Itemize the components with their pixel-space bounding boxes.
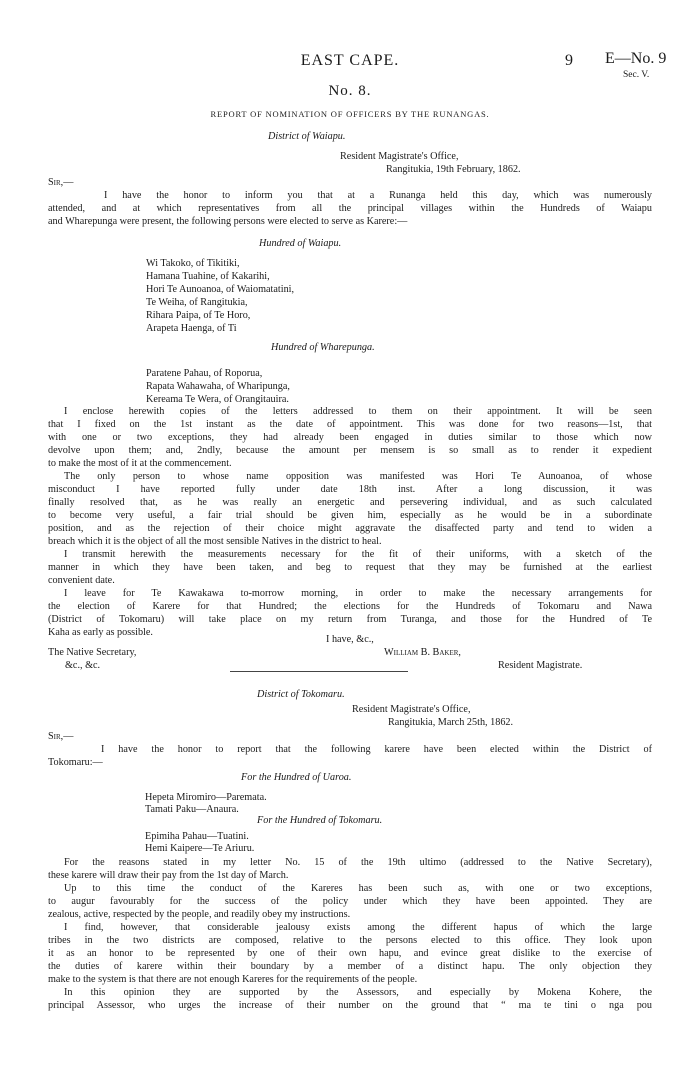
letter1-name: Rihara Paipa, of Te Horo, xyxy=(146,310,251,321)
letter2-p2-line1: For the reasons stated in my letter No. 15 of the 19th ultimo (addressed to the Native Secretary), xyxy=(64,857,652,868)
letter1-p4-line2: manner in which they have been taken, and beg to request that they may be furnished at the earliest xyxy=(48,562,652,573)
letter1-name: Rapata Wahawaha, of Wharipunga, xyxy=(146,381,290,392)
letter2-place-date: Rangitukia, March 25th, 1862. xyxy=(388,717,514,728)
letter2-p4-line3: it as an honor to be represented by one of their own hapu, and evince great dislike to the exercise of xyxy=(48,948,652,959)
letter2-office: Resident Magistrate's Office, xyxy=(352,704,471,715)
letter1-p3-line1: The only person to whose name opposition was manifested was Hori Te Aunoanoa, of whose xyxy=(64,471,652,482)
letter1-p2-line5: to make the most of it at the commencement. xyxy=(48,458,232,469)
letter1-name: Hamana Tuahine, of Kakarihi, xyxy=(146,271,270,282)
letter1-name: Kereama Te Wera, of Orangitauira. xyxy=(146,394,289,405)
page-number: 9 xyxy=(565,52,573,69)
letter1-name: Wi Takoko, of Tikitiki, xyxy=(146,258,240,269)
letter2-salutation: Sir,— xyxy=(48,731,74,742)
letter1-district: District of Waiapu. xyxy=(268,131,346,142)
letter2-hundred1: For the Hundred of Uaroa. xyxy=(241,772,352,783)
section-label: Sec. V. xyxy=(623,70,650,80)
letter2-p3-line1: Up to this time the conduct of the Kareres has been such as, with one or two exceptions, xyxy=(64,883,652,894)
letter2-p4-line2: tribes in the two districts are composed, relative to the persons elected to this office. They look upon xyxy=(48,935,652,946)
letter2-p1-line2: Tokomaru:— xyxy=(48,757,103,768)
letter1-place-date: Rangitukia, 19th February, 1862. xyxy=(386,164,521,175)
letter2-p3-line2: to augur favourably for the success of the policy under which they have been appointed. They are xyxy=(48,896,652,907)
letter2-district: District of Tokomaru. xyxy=(257,689,345,700)
letter1-p1-line3: and Wharepunga were present, the following persons were elected to serve as Karere:— xyxy=(48,216,408,227)
document-code: E—No. 9 xyxy=(605,50,667,67)
letter1-p5-line3: (District of Tokomaru) will take place on my return from Turanga, and those for the Hundred of Te xyxy=(48,614,652,625)
letter2-name: Hepeta Miromiro—Paremata. xyxy=(145,792,267,803)
letter1-addressee: The Native Secretary, xyxy=(48,647,137,658)
section-divider xyxy=(230,671,408,672)
letter2-p4-line4: the duties of karere within their boundary by a member of a distinct hapu. The only objection they xyxy=(48,961,652,972)
letter1-p2-line1: I enclose herewith copies of the letters addressed to them on their appointment. It will be seen xyxy=(64,406,652,417)
letter1-p5-line4: Kaha as early as possible. xyxy=(48,627,153,638)
letter1-p3-line6: breach which it is the object of all the most sensible Natives in the district to heal. xyxy=(48,536,382,547)
letter2-p4-line5: make to the system is that there are not enough Kareres for the requirements of the people. xyxy=(48,974,418,985)
letter1-p3-line4: to become very useful, a fair trial should be given him, especially as he would be in a subordinate xyxy=(48,510,652,521)
letter1-office: Resident Magistrate's Office, xyxy=(340,151,459,162)
running-header-title: EAST CAPE. xyxy=(300,52,400,69)
letter1-p5-line1: I leave for Te Kawakawa to-morrow morning, in order to make the necessary arrangements for xyxy=(64,588,652,599)
letter1-p3-line5: position, and as the rejection of their choice might aggravate the disaffected party and tend to widen a xyxy=(48,523,652,534)
letter1-p1-line2: attended, and at which representatives from all the principal villages within the Hundreds of Waiapu xyxy=(48,203,652,214)
letter2-p3-line3: zealous, active, respected by the people, and readily obey my instructions. xyxy=(48,909,351,920)
letter1-name: Te Weiha, of Rangitukia, xyxy=(146,297,248,308)
letter2-p5-line2: principal Assessor, who urges the increase of their number on the ground that “ ma te tini o nga pou xyxy=(48,1000,652,1011)
letter1-p2-line3: with one or two exceptions, they had already been engaged in duties similar to those which now xyxy=(48,432,652,443)
letter1-p5-line2: the election of Karere for that Hundred; the elections for the Hundreds of Tokomaru and Nawa xyxy=(48,601,652,612)
letter1-etc: &c., &c. xyxy=(65,660,101,671)
letter1-salutation: Sir,— xyxy=(48,177,74,188)
letter1-p4-line3: convenient date. xyxy=(48,575,115,586)
letter1-p1-line1: I have the honor to inform you that at a Runanga held this day, which was numerously xyxy=(104,190,652,201)
letter1-name: Arapeta Haenga, of Ti xyxy=(146,323,237,334)
report-title: REPORT OF NOMINATION OF OFFICERS BY THE RUNANGAS. xyxy=(210,109,490,119)
letter1-p3-line2: misconduct I have reported fully under date 18th inst. After a long discussion, it was xyxy=(48,484,652,495)
letter2-name: Tamati Paku—Anaura. xyxy=(145,804,239,815)
letter1-name: Paratene Pahau, of Roporua, xyxy=(146,368,263,379)
letter1-name: Hori Te Aunoanoa, of Waiomatatini, xyxy=(146,284,295,295)
letter1-p3-line3: finally resolved that, as he was really an energetic and persevering individual, and as such calculated xyxy=(48,497,652,508)
letter1-p2-line2: that I fixed on the 1st instant as the date of appointment. This was done for two reasons—1st, that xyxy=(48,419,652,430)
letter2-p1-line1: I have the honor to report that the following karere have been elected within the District of xyxy=(101,744,652,755)
letter1-hundred2: Hundred of Wharepunga. xyxy=(271,342,375,353)
letter1-closing: I have, &c., xyxy=(326,634,374,645)
letter1-p4-line1: I transmit herewith the measurements necessary for the fit of their uniforms, with a sketch of the xyxy=(64,549,652,560)
letter2-p5-line1: In this opinion they are supported by the Assessors, and especially by Mokena Kohere, the xyxy=(64,987,652,998)
letter2-name: Hemi Kaipere—Te Ariuru. xyxy=(145,843,255,854)
letter2-hundred2: For the Hundred of Tokomaru. xyxy=(257,815,383,826)
letter1-signature: William B. Baker, xyxy=(384,647,461,658)
letter2-name: Epimiha Pahau—Tuatini. xyxy=(145,831,249,842)
letter2-p4-line1: I find, however, that considerable jealousy exists among the different hapus of which the large xyxy=(64,922,652,933)
letter2-p2-line2: these karere will draw their pay from the 1st day of March. xyxy=(48,870,289,881)
document-number: No. 8. xyxy=(328,83,372,99)
letter1-p2-line4: devolve upon them; and, 2ndly, because the amount per mensem is so small as to render it expedient xyxy=(48,445,652,456)
letter1-hundred1: Hundred of Waiapu. xyxy=(259,238,342,249)
letter1-sign-title: Resident Magistrate. xyxy=(498,660,583,671)
